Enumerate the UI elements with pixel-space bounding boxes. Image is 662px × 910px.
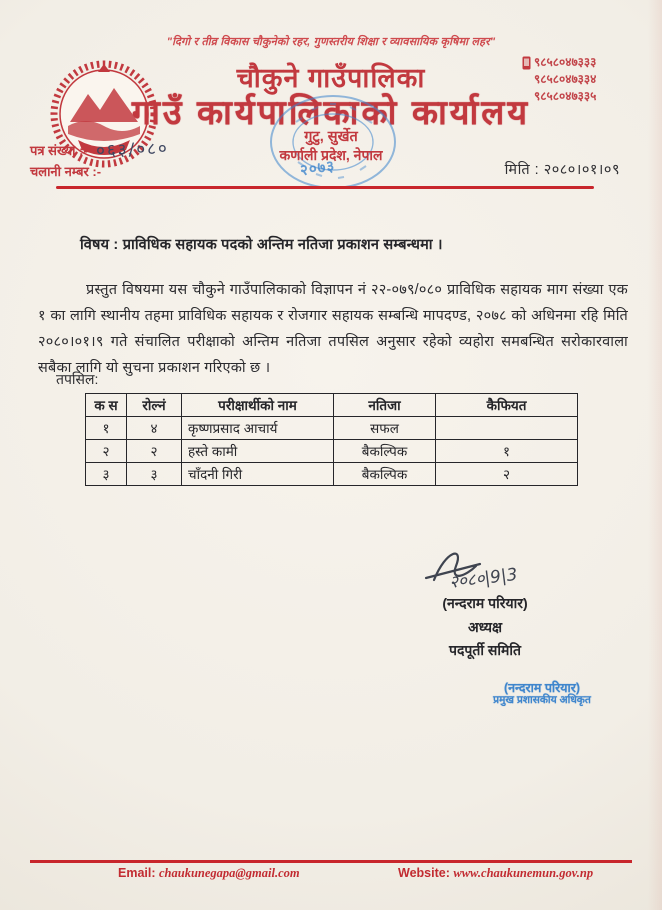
cell-remarks: २ bbox=[436, 463, 578, 486]
header-divider-rule bbox=[56, 186, 594, 189]
phone-number: ९८५८०४७३३३ bbox=[534, 55, 597, 69]
office-name: गाउँ कार्यपालिकाको कार्यालय bbox=[131, 94, 531, 132]
phone-number: ९८५८०४७३३५ bbox=[534, 89, 597, 103]
col-header-serial: क स bbox=[86, 394, 127, 417]
letter-body-paragraph: प्रस्तुत विषयमा यस चौकुने गाउँपालिकाको विज्ञापन नं २२-०७९/०८० प्राविधिक सहायक माग संख्या एक १ का लागि स्थानीय तहमा प्राविधिक सहायक र रोजगार सहायक सम्बन्धि मापदण्ड, २०७८ को अधिनमा रहि मिति २०८०।०१।९ गते संचालित परीक्षाको अन्तिम नतिजा तपसिल अनुसार रहेको व्यहोरा समबन्धित सरोकारवाला सबैका लागि यो सुचना प्रकाशन गरिएको छ । bbox=[38, 281, 628, 376]
cell-roll: २ bbox=[127, 440, 182, 463]
phone-number-list bbox=[522, 54, 640, 105]
dispatch-number-label: चलानी नम्बर :- bbox=[30, 164, 102, 179]
signatory-role-committee: पदपूर्ती समिति bbox=[449, 642, 521, 658]
phone-row bbox=[522, 71, 640, 88]
col-header-result: नतिजा bbox=[334, 394, 436, 417]
cell-serial: १ bbox=[86, 417, 127, 440]
email-value: chaukunegapa@gmail.com bbox=[159, 866, 300, 880]
table-row bbox=[86, 417, 578, 440]
cell-roll: ३ bbox=[127, 463, 182, 486]
website-value: www.chaukunemun.gov.np bbox=[453, 866, 594, 880]
cell-result: बैकल्पिक bbox=[334, 463, 436, 486]
cell-result: बैकल्पिक bbox=[334, 440, 436, 463]
table-row bbox=[86, 463, 578, 486]
website-label: Website: bbox=[398, 866, 450, 880]
footer-divider-rule bbox=[30, 860, 632, 863]
cell-result: सफल bbox=[334, 417, 436, 440]
stamp-year: २०७३ bbox=[299, 157, 337, 180]
email-label: Email: bbox=[118, 866, 156, 880]
tagline: "दिगो र तीव्र विकास चौकुनेको रहर, गुणस्तरीय शिक्षा र व्यावसायिक कृषिमा लहर" bbox=[166, 36, 496, 48]
footer-email bbox=[118, 866, 300, 881]
blue-stamp-role: प्रमुख प्रशासकीय अधिकृत bbox=[493, 694, 591, 706]
blue-stamp-name: (नन्दराम परियार) bbox=[503, 681, 581, 695]
cell-candidate-name: हस्ते कामी bbox=[182, 440, 334, 463]
phone-row bbox=[522, 54, 640, 71]
cell-serial: २ bbox=[86, 440, 127, 463]
footer-website bbox=[398, 866, 593, 881]
cell-candidate-name: चाँदनी गिरी bbox=[182, 463, 334, 486]
col-header-candidate-name: परीक्षार्थीको नाम bbox=[182, 394, 334, 417]
result-table bbox=[85, 393, 578, 486]
phone-row bbox=[522, 88, 640, 105]
ref-number-handwritten-value: ०६३/०८० bbox=[95, 138, 169, 162]
phone-number: ९८५८०४७३३४ bbox=[534, 72, 597, 86]
table-row bbox=[86, 440, 578, 463]
subject-line: विषय : प्राविधिक सहायक पदको अन्तिम नतिजा प्रकाशन सम्बन्धमा । bbox=[80, 237, 443, 253]
cell-serial: ३ bbox=[86, 463, 127, 486]
municipality-name: चौकुने गाउँपालिका bbox=[236, 63, 426, 93]
ref-number-label: पत्र संख्या :- bbox=[30, 143, 88, 158]
mobile-phone-icon bbox=[522, 56, 531, 70]
handwritten-signature bbox=[420, 542, 570, 598]
address-line-2: कर्णाली प्रदेश, नेपाल bbox=[279, 147, 383, 163]
letter-date: मिति : २०८०।०१।०९ bbox=[504, 162, 620, 178]
col-header-roll: रोल्नं bbox=[127, 394, 182, 417]
table-header-row bbox=[86, 394, 578, 417]
signatory-name: (नन्दराम परियार) bbox=[442, 595, 528, 611]
handwritten-date-text: २०८०|9|3 bbox=[448, 564, 519, 593]
cell-remarks bbox=[436, 417, 578, 440]
ref-number-line bbox=[30, 137, 169, 160]
col-header-remarks: कैफियत bbox=[436, 394, 578, 417]
cell-candidate-name: कृष्णप्रसाद आचार्य bbox=[182, 417, 334, 440]
signatory-role-chairman: अध्यक्ष bbox=[467, 619, 503, 635]
details-label: तपसिल: bbox=[56, 371, 99, 387]
address-line-1: गुटु, सुर्खेत bbox=[304, 129, 358, 145]
cell-remarks: १ bbox=[436, 440, 578, 463]
cell-roll: ४ bbox=[127, 417, 182, 440]
